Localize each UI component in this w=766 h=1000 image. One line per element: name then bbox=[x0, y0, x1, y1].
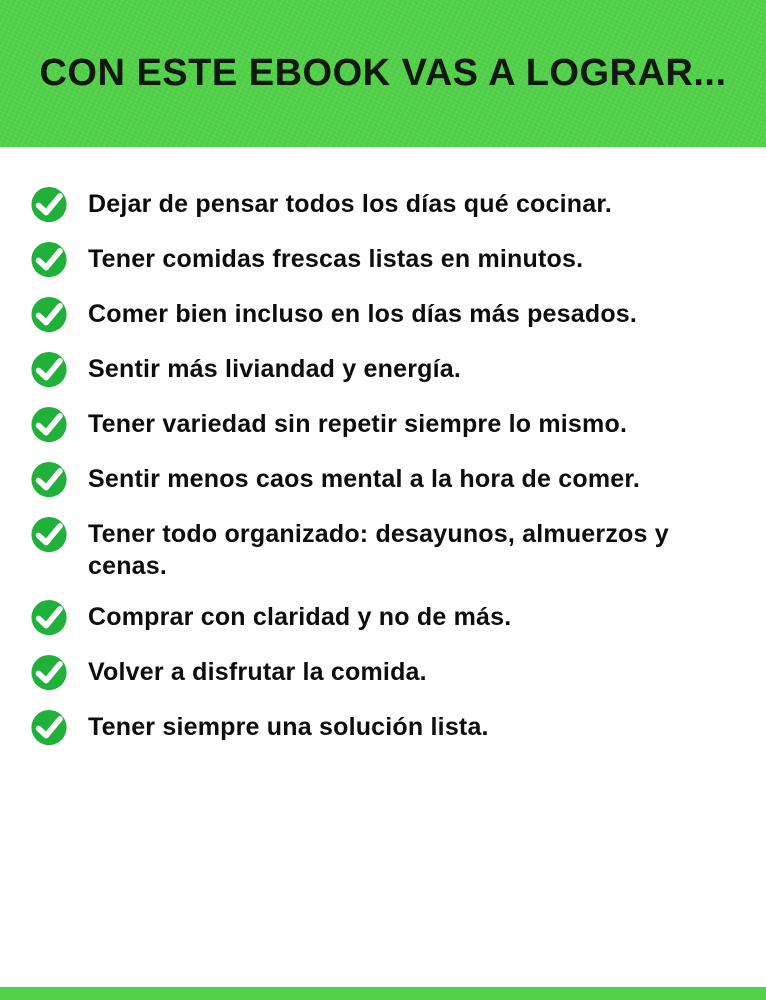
check-circle-icon bbox=[30, 709, 68, 747]
check-circle-icon bbox=[30, 296, 68, 334]
check-circle-icon bbox=[30, 186, 68, 224]
checklist-item bbox=[30, 244, 732, 279]
check-circle-icon bbox=[30, 406, 68, 444]
checklist-item-text: Tener todo organizado: desayunos, almuerzos y cenas. bbox=[88, 520, 669, 580]
checklist-item bbox=[30, 464, 732, 499]
check-circle-icon bbox=[30, 599, 68, 637]
checklist-item bbox=[30, 519, 732, 582]
checklist-item bbox=[30, 712, 732, 747]
header-banner bbox=[0, 0, 766, 147]
check-circle-icon bbox=[30, 516, 68, 554]
check-circle-icon bbox=[30, 654, 68, 692]
checklist-item bbox=[30, 602, 732, 637]
checklist-item-text: Tener siempre una solución lista. bbox=[88, 713, 489, 741]
checklist bbox=[30, 189, 732, 747]
check-circle-icon bbox=[30, 461, 68, 499]
checklist-item bbox=[30, 189, 732, 224]
checklist-item-text: Tener comidas frescas listas en minutos. bbox=[88, 245, 584, 273]
checklist-item-text: Dejar de pensar todos los días qué cocinar. bbox=[88, 190, 613, 218]
checklist-item bbox=[30, 299, 732, 334]
checklist-item-text: Tener variedad sin repetir siempre lo mismo. bbox=[88, 410, 628, 438]
checklist-item-text: Comprar con claridad y no de más. bbox=[88, 603, 512, 631]
checklist-item bbox=[30, 657, 732, 692]
checklist-item-text: Comer bien incluso en los días más pesados. bbox=[88, 300, 638, 328]
content-area bbox=[0, 147, 766, 747]
checklist-item bbox=[30, 354, 732, 389]
checklist-item-text: Sentir más liviandad y energía. bbox=[88, 355, 462, 383]
checklist-item bbox=[30, 409, 732, 444]
check-circle-icon bbox=[30, 351, 68, 389]
checklist-item-text: Sentir menos caos mental a la hora de comer. bbox=[88, 465, 641, 493]
footer-strip bbox=[0, 987, 766, 1000]
page-title: CON ESTE EBOOK VAS A LOGRAR... bbox=[39, 52, 727, 94]
check-circle-icon bbox=[30, 241, 68, 279]
checklist-item-text: Volver a disfrutar la comida. bbox=[88, 658, 427, 686]
